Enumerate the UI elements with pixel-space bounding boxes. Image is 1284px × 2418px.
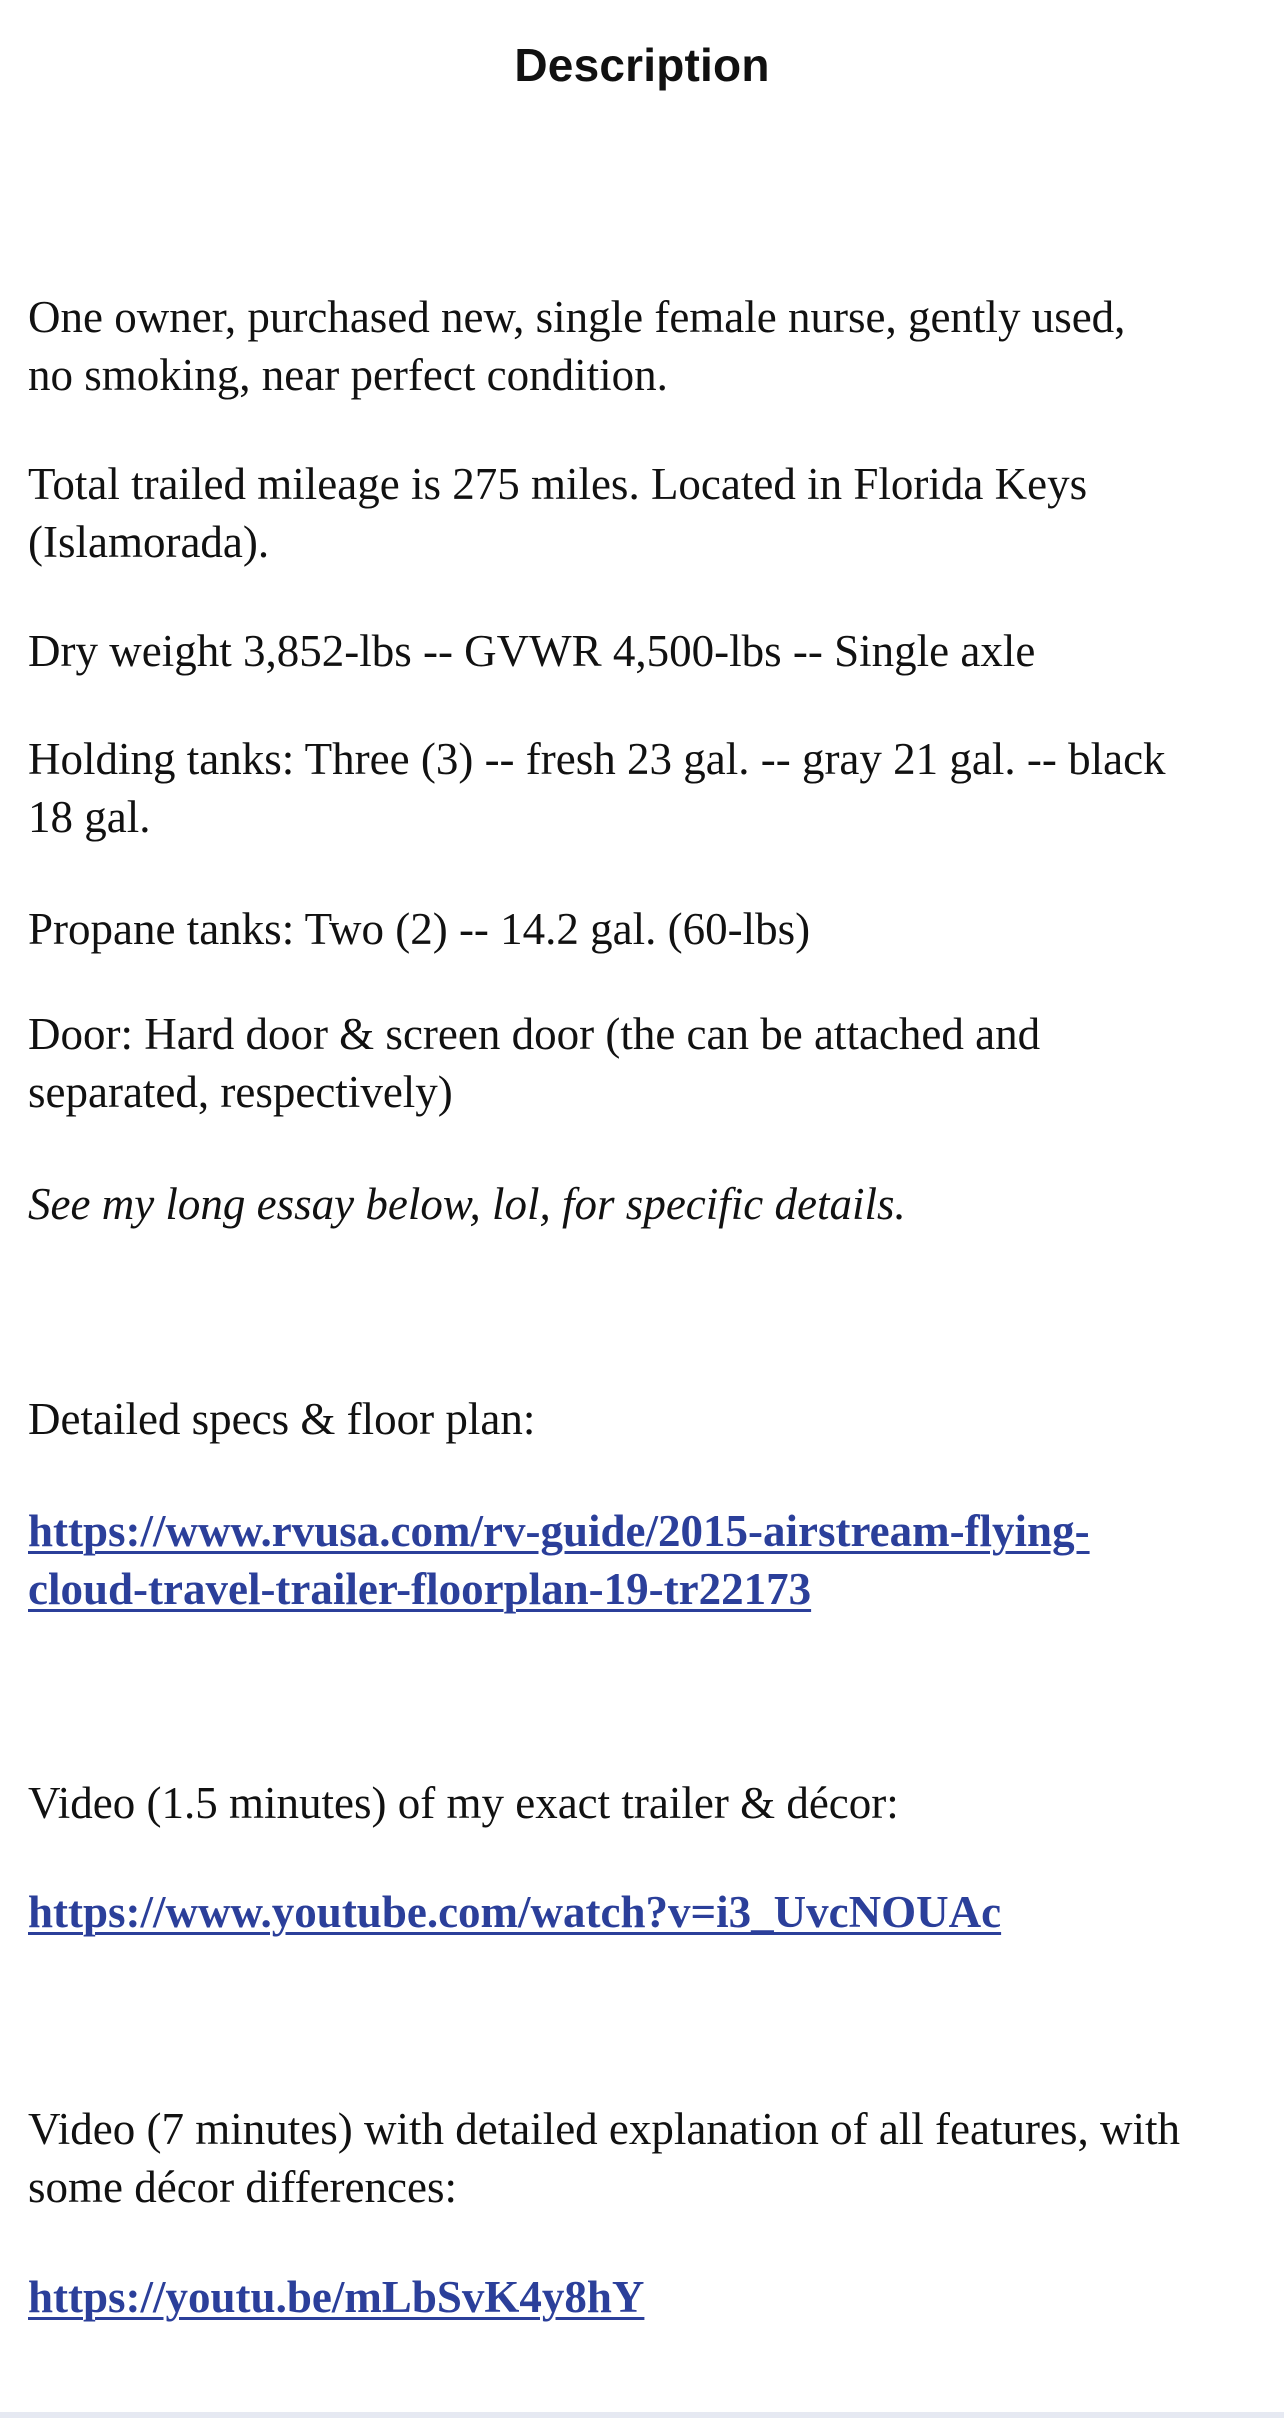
text-line: Video (1.5 minutes) of my exact trailer & décor: (28, 1778, 899, 1828)
text-line: Holding tanks: Three (3) -- fresh 23 gal. -- gray 21 gal. -- black (28, 734, 1166, 784)
specs-label (28, 1390, 1264, 1448)
text-line: (Islamorada). (28, 517, 270, 567)
specs-link-paragraph (28, 1502, 1264, 1618)
page-title: Description (514, 39, 770, 91)
text-line: Dry weight 3,852-lbs -- GVWR 4,500-lbs -- Single axle (28, 626, 1036, 676)
text-line: some décor differences: (28, 2162, 457, 2212)
paragraph-ownership (28, 288, 1264, 404)
video1-youtube-link[interactable]: https://www.youtube.com/watch?v=i3_UvcNOUAc (28, 1887, 1002, 1937)
text-line: no smoking, near perfect condition. (28, 350, 668, 400)
text-line: 18 gal. (28, 792, 151, 842)
text-line: One owner, purchased new, single female nurse, gently used, (28, 292, 1126, 342)
link-line[interactable]: https://www.rvusa.com/rv-guide/2015-airstream-flying- (28, 1506, 1090, 1556)
video2-link-paragraph (28, 2268, 1264, 2326)
bottom-edge-bar (0, 2412, 1284, 2418)
text-line: separated, respectively) (28, 1067, 453, 1117)
video1-link-paragraph (28, 1883, 1264, 1941)
text-line: Video (7 minutes) with detailed explanation of all features, with (28, 2104, 1180, 2154)
text-line: Door: Hard door & screen door (the can be attached and (28, 1009, 1041, 1059)
video1-label (28, 1774, 1264, 1832)
text-line: Detailed specs & floor plan: (28, 1394, 536, 1444)
text-line: See my long essay below, lol, for specific details. (28, 1179, 906, 1229)
video2-youtube-link[interactable]: https://youtu.be/mLbSvK4y8hY (28, 2272, 645, 2322)
paragraph-holding-tanks (28, 730, 1264, 846)
paragraph-propane (28, 900, 1264, 958)
paragraph-weight (28, 622, 1264, 680)
text-line: Propane tanks: Two (2) -- 14.2 gal. (60-lbs) (28, 904, 811, 954)
header (0, 0, 1284, 140)
video2-label (28, 2100, 1264, 2216)
paragraph-door (28, 1005, 1264, 1121)
paragraph-mileage (28, 455, 1264, 571)
paragraph-see-essay (28, 1175, 1264, 1233)
link-line[interactable]: cloud-travel-trailer-floorplan-19-tr22173 (28, 1564, 812, 1614)
specs-floorplan-link[interactable] (28, 1506, 1090, 1614)
text-line: Total trailed mileage is 275 miles. Located in Florida Keys (28, 459, 1088, 509)
